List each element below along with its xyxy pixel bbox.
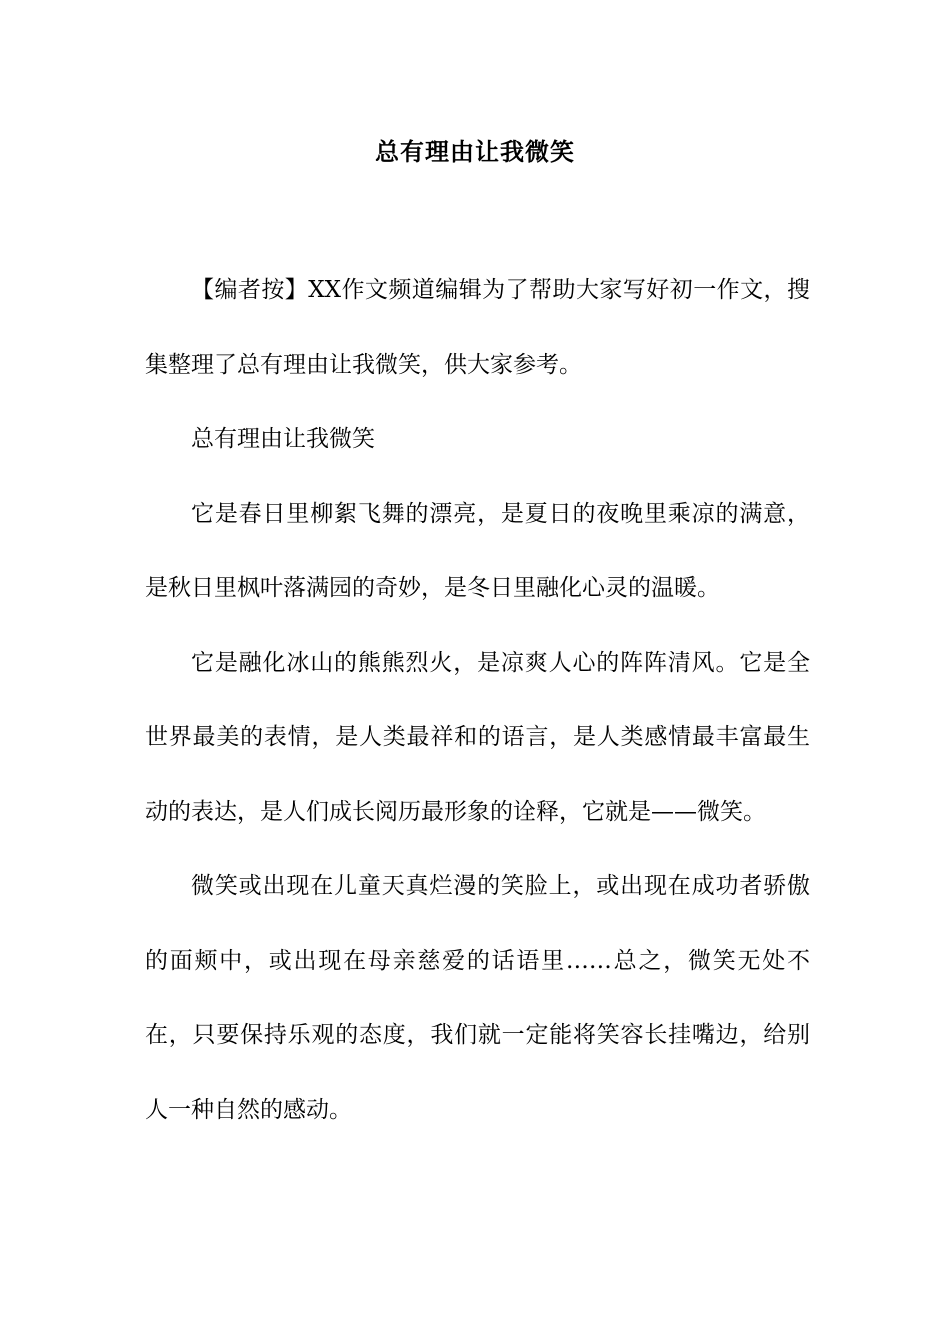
document-body — [145, 253, 810, 1147]
essay-heading-paragraph: 总有理由让我微笑 — [191, 426, 375, 452]
document-title: 总有理由让我微笑 — [375, 137, 575, 166]
editor-note-paragraph: 【编者按】XX作文频道编辑为了帮助大家写好初一作文，搜集整理了总有理由让我微笑，供大家参考。 — [145, 277, 810, 378]
body-paragraph-3: 微笑或出现在儿童天真烂漫的笑脸上，或出现在成功者骄傲的面颊中，或出现在母亲慈爱的话语里……总之，微笑无处不在，只要保持乐观的态度，我们就一定能将笑容长挂嘴边，给别人一种自然的感动。 — [145, 873, 810, 1123]
body-paragraph-1: 它是春日里柳絮飞舞的漂亮，是夏日的夜晚里乘凉的满意，是秋日里枫叶落满园的奇妙，是冬日里融化心灵的温暖。 — [145, 500, 810, 601]
body-paragraph-2: 它是融化冰山的熊熊烈火，是凉爽人心的阵阵清风。它是全世界最美的表情，是人类最祥和的语言，是人类感情最丰富最生动的表达，是人们成长阅历最形象的诠释，它就是——微笑。 — [145, 649, 810, 825]
